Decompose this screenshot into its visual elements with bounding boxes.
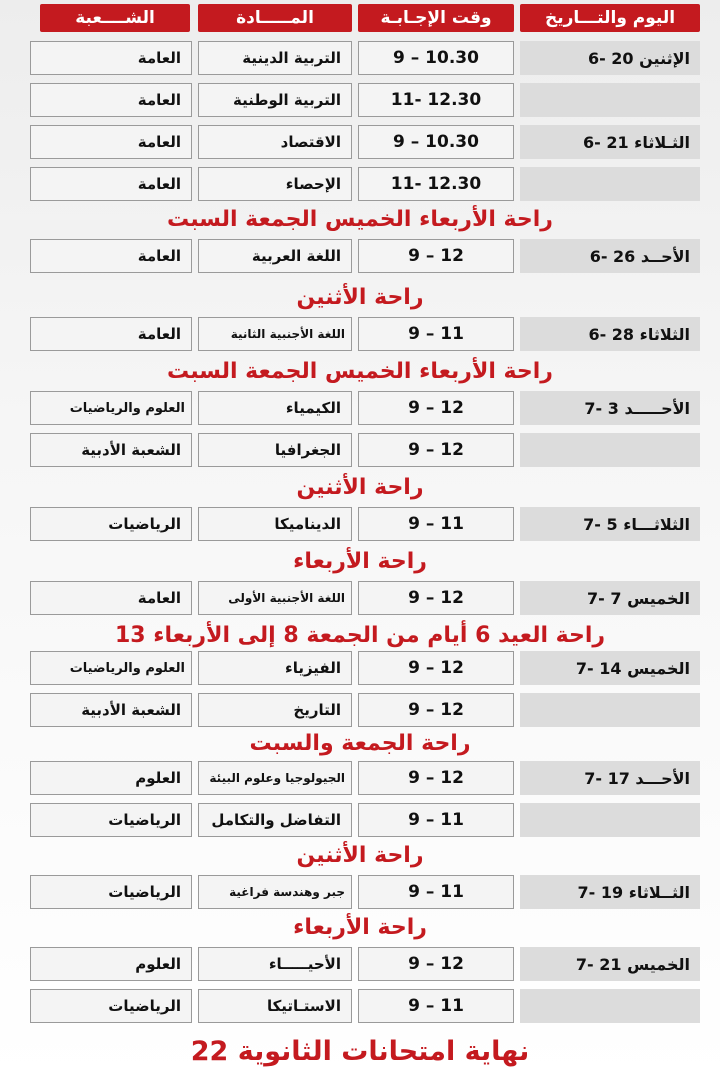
day-date-cell: الثلاثـــاء 5 -7	[520, 507, 700, 541]
rest-banner: راحة الأربعاء	[293, 914, 427, 940]
division-cell: الرياضيات	[30, 875, 192, 909]
division-cell: العلوم والرياضيات	[30, 651, 192, 685]
time-cell: 9 – 11	[358, 507, 514, 541]
day-date-cell: الأحــد 26 -6	[520, 239, 700, 273]
subject-cell: الديناميكا	[198, 507, 352, 541]
time-cell: 9 – 12	[358, 651, 514, 685]
header-time: وقت الإجـابـة	[358, 4, 514, 32]
time-cell: 9 – 11	[358, 989, 514, 1023]
division-cell: العلوم	[30, 761, 192, 795]
table-row	[0, 650, 720, 686]
subject-cell: التفاضل والتكامل	[198, 803, 352, 837]
subject-cell: الأحيـــــاء	[198, 947, 352, 981]
rest-banner: راحة الأثنين	[296, 284, 424, 310]
subject-cell: الإحصاء	[198, 167, 352, 201]
division-cell: العامة	[30, 167, 192, 201]
division-cell: الرياضيات	[30, 803, 192, 837]
subject-cell: التاريخ	[198, 693, 352, 727]
time-cell: 9 – 12	[358, 761, 514, 795]
time-cell: 9 – 11	[358, 875, 514, 909]
time-cell: 11- 12.30	[358, 167, 514, 201]
time-cell: 9 – 10.30	[358, 41, 514, 75]
table-row	[0, 82, 720, 118]
rest-banner: راحة الأربعاء	[293, 548, 427, 574]
division-cell: الشعبة الأدبية	[30, 693, 192, 727]
time-cell: 9 – 12	[358, 239, 514, 273]
table-row	[0, 874, 720, 910]
day-date-cell	[520, 693, 700, 727]
division-cell: العامة	[30, 239, 192, 273]
rest-banner: راحة الأثنين	[296, 842, 424, 868]
day-date-cell: الأحـــد 17 -7	[520, 761, 700, 795]
subject-cell: الجيولوجيا وعلوم البيئة	[198, 761, 352, 795]
subject-cell: الكيمياء	[198, 391, 352, 425]
subject-cell: الجغرافيا	[198, 433, 352, 467]
day-date-cell	[520, 83, 700, 117]
day-date-cell	[520, 989, 700, 1023]
subject-cell: اللغة الأجنبية الأولى	[198, 581, 352, 615]
day-date-cell: الخميس 14 -7	[520, 651, 700, 685]
time-cell: 9 – 12	[358, 391, 514, 425]
rest-banner: راحة الأربعاء الخميس الجمعة السبت	[167, 206, 553, 232]
day-date-cell	[520, 803, 700, 837]
day-date-cell	[520, 433, 700, 467]
table-row	[0, 390, 720, 426]
table-row	[0, 124, 720, 160]
time-cell: 9 – 12	[358, 947, 514, 981]
table-row	[0, 760, 720, 796]
day-date-cell: الثـلاثاء 21 -6	[520, 125, 700, 159]
header-division: الشــــعبة	[40, 4, 190, 32]
table-row	[0, 166, 720, 202]
division-cell: العامة	[30, 41, 192, 75]
time-cell: 9 – 12	[358, 581, 514, 615]
table-row	[0, 802, 720, 838]
subject-cell: الاستـاتيكا	[198, 989, 352, 1023]
time-cell: 9 – 11	[358, 803, 514, 837]
table-row	[0, 506, 720, 542]
division-cell: العلوم والرياضيات	[30, 391, 192, 425]
subject-cell: اللغة العربية	[198, 239, 352, 273]
division-cell: الشعبة الأدبية	[30, 433, 192, 467]
table-row	[0, 988, 720, 1024]
rest-banner: راحة الأربعاء الخميس الجمعة السبت	[167, 358, 553, 384]
division-cell: الرياضيات	[30, 507, 192, 541]
day-date-cell: الخميس 21 -7	[520, 947, 700, 981]
footer-title: نهاية امتحانات الثانوية 22	[190, 1035, 530, 1067]
subject-cell: الفيزياء	[198, 651, 352, 685]
division-cell: العامة	[30, 317, 192, 351]
division-cell: الرياضيات	[30, 989, 192, 1023]
subject-cell: التربية الوطنية	[198, 83, 352, 117]
day-date-cell: الثلاثاء 28 -6	[520, 317, 700, 351]
table-row	[0, 316, 720, 352]
header-day-date: اليوم والتـــاريخ	[520, 4, 700, 32]
time-cell: 9 – 11	[358, 317, 514, 351]
subject-cell: جبر وهندسة فراغية	[198, 875, 352, 909]
rest-banner: راحة الجمعة والسبت	[249, 730, 471, 756]
subject-cell: الاقتصاد	[198, 125, 352, 159]
table-row	[0, 40, 720, 76]
day-date-cell	[520, 167, 700, 201]
subject-cell: اللغة الأجنبية الثانية	[198, 317, 352, 351]
table-row	[0, 580, 720, 616]
time-cell: 9 – 10.30	[358, 125, 514, 159]
subject-cell: التربية الدينية	[198, 41, 352, 75]
time-cell: 9 – 12	[358, 693, 514, 727]
rest-banner: راحة العيد 6 أيام من الجمعة 8 إلى الأربعاء 13	[114, 622, 606, 648]
table-row	[0, 432, 720, 468]
table-row	[0, 946, 720, 982]
table-row	[0, 238, 720, 274]
day-date-cell: الإثنين 20 -6	[520, 41, 700, 75]
rest-banner: راحة الأثنين	[296, 474, 424, 500]
day-date-cell: الثــلاثاء 19 -7	[520, 875, 700, 909]
time-cell: 11- 12.30	[358, 83, 514, 117]
table-row	[0, 692, 720, 728]
division-cell: العلوم	[30, 947, 192, 981]
day-date-cell: الخميس 7 -7	[520, 581, 700, 615]
division-cell: العامة	[30, 581, 192, 615]
division-cell: العامة	[30, 125, 192, 159]
day-date-cell: الأحـــــد 3 -7	[520, 391, 700, 425]
division-cell: العامة	[30, 83, 192, 117]
time-cell: 9 – 12	[358, 433, 514, 467]
header-subject: المـــــادة	[198, 4, 352, 32]
